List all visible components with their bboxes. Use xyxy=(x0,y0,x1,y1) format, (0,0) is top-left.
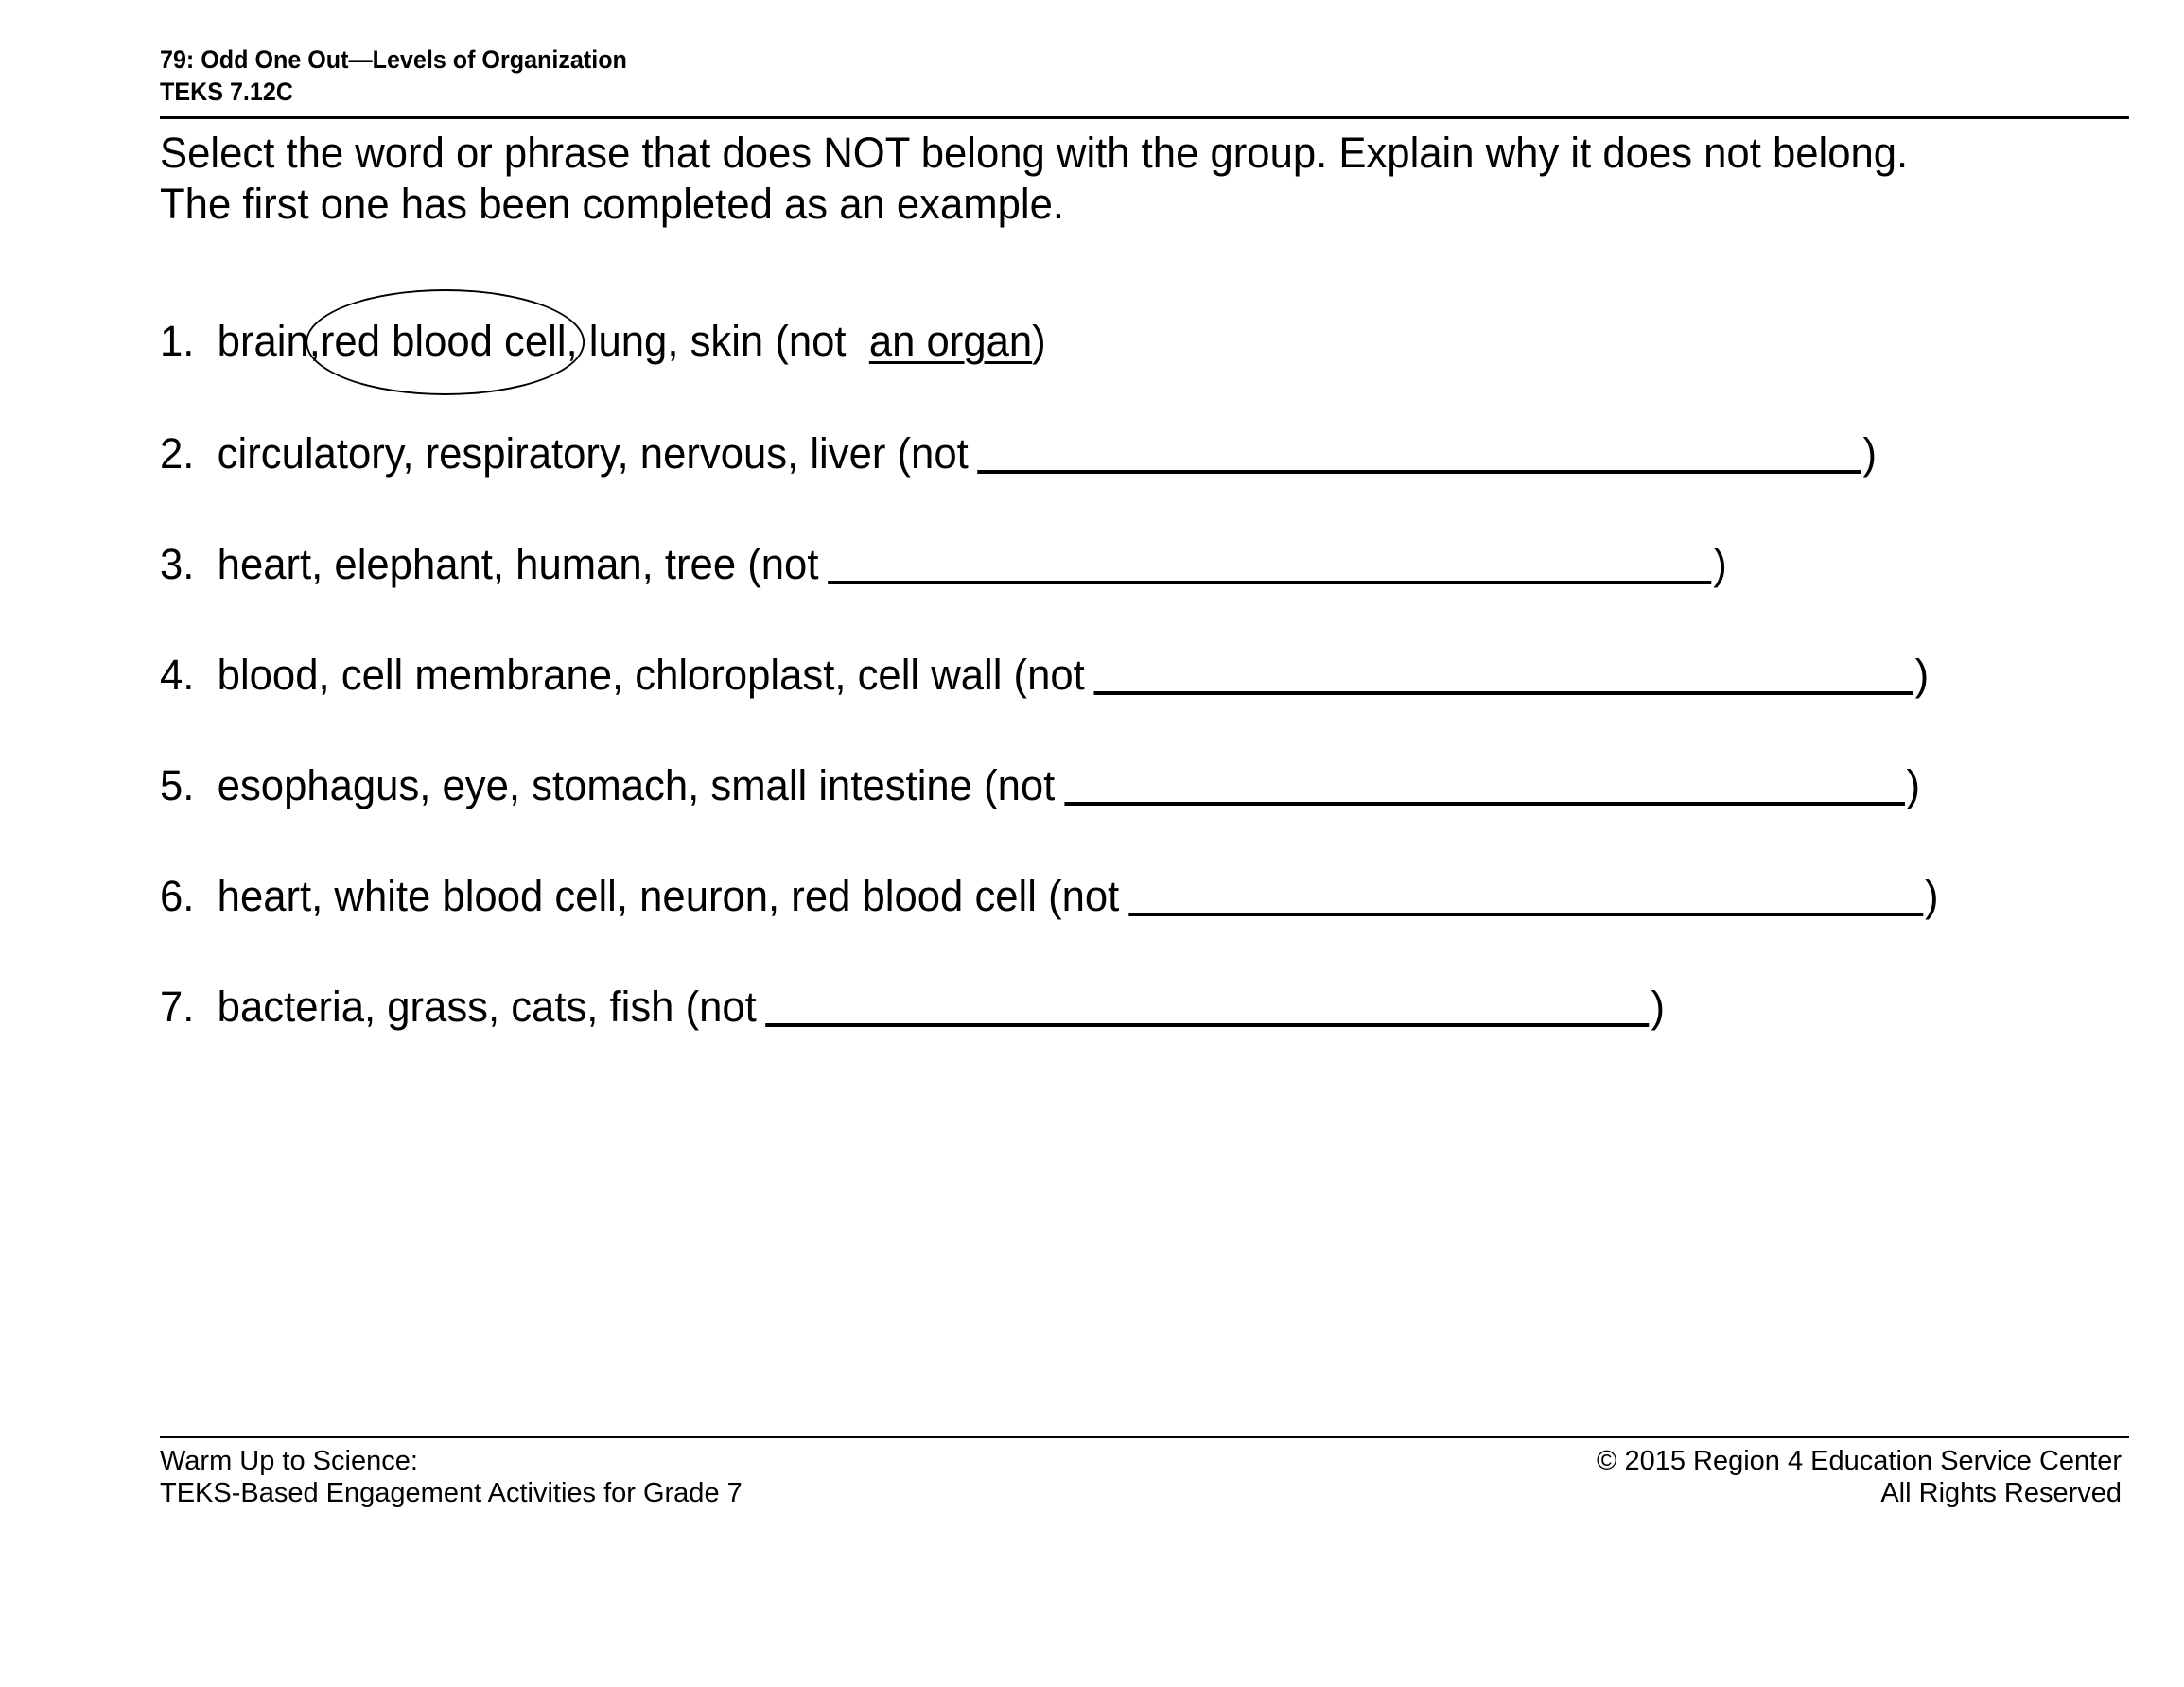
close-paren: ) xyxy=(1924,872,1939,920)
question-text: esophagus, eye, stomach, small intestine (not xyxy=(217,761,1056,809)
instructions xyxy=(160,128,2146,230)
footer-copyright xyxy=(1597,1445,2122,1509)
close-paren: ) xyxy=(1651,983,1666,1031)
example-answer: an organ xyxy=(868,317,1033,365)
question-text: circulatory, respiratory, nervous, liver (not xyxy=(217,429,969,478)
answer-blank[interactable] xyxy=(766,985,1650,1027)
question-number: 6. xyxy=(160,872,206,920)
answer-blank[interactable] xyxy=(977,432,1861,474)
close-paren: ) xyxy=(1713,540,1727,588)
question-item-1 xyxy=(160,316,1046,367)
header-divider xyxy=(160,116,2129,119)
close-paren: ) xyxy=(1914,651,1930,699)
question-number: 3. xyxy=(160,540,206,588)
close-paren: ) xyxy=(1862,429,1878,478)
question-item-3 xyxy=(160,537,1727,588)
question-number: 1. xyxy=(160,317,206,365)
footer-series: Warm Up to Science: xyxy=(160,1446,418,1476)
question-number: 4. xyxy=(160,651,206,699)
close-paren: ) xyxy=(1032,317,1046,365)
question-number: 7. xyxy=(160,983,206,1031)
question-text-after: lung, skin (not xyxy=(588,317,858,365)
instructions-line-2: The first one has been completed as an example. xyxy=(160,180,1065,228)
worksheet-title: 79: Odd One Out—Levels of Organization xyxy=(160,45,627,74)
question-item-6 xyxy=(160,869,1939,920)
question-text: blood, cell membrane, chloroplast, cell wall (not xyxy=(217,651,1085,699)
question-item-5 xyxy=(160,758,1920,809)
circled-odd-one-out xyxy=(321,316,578,367)
question-number: 5. xyxy=(160,761,206,809)
instructions-line-1: Select the word or phrase that does NOT belong with the group. Explain why it does not belong. xyxy=(160,129,1909,177)
question-text: heart, white blood cell, neuron, red blood cell (not xyxy=(217,872,1120,920)
close-paren: ) xyxy=(1906,761,1921,809)
teks-standard: TEKS 7.12C xyxy=(160,78,293,106)
answer-blank[interactable] xyxy=(1093,653,1913,695)
answer-blank[interactable] xyxy=(1064,764,1905,806)
footer-subtitle: TEKS-Based Engagement Activities for Grade 7 xyxy=(160,1478,743,1508)
question-number: 2. xyxy=(160,429,206,478)
question-text: heart, elephant, human, tree (not xyxy=(217,540,819,588)
answer-blank[interactable] xyxy=(828,543,1711,584)
question-text-before: brain, xyxy=(217,317,321,365)
footer-divider xyxy=(160,1436,2129,1438)
question-item-2 xyxy=(160,426,1877,478)
question-item-4 xyxy=(160,648,1929,699)
answer-blank[interactable] xyxy=(1128,875,1923,916)
worksheet-header xyxy=(160,43,2129,108)
question-text: bacteria, grass, cats, fish (not xyxy=(217,983,757,1031)
copyright-text: © 2015 Region 4 Education Service Center xyxy=(1597,1446,2122,1476)
question-item-7 xyxy=(160,980,1665,1031)
rights-text: All Rights Reserved xyxy=(1880,1478,2122,1508)
footer-book-title xyxy=(160,1445,743,1509)
circled-text: red blood cell, xyxy=(320,317,578,365)
